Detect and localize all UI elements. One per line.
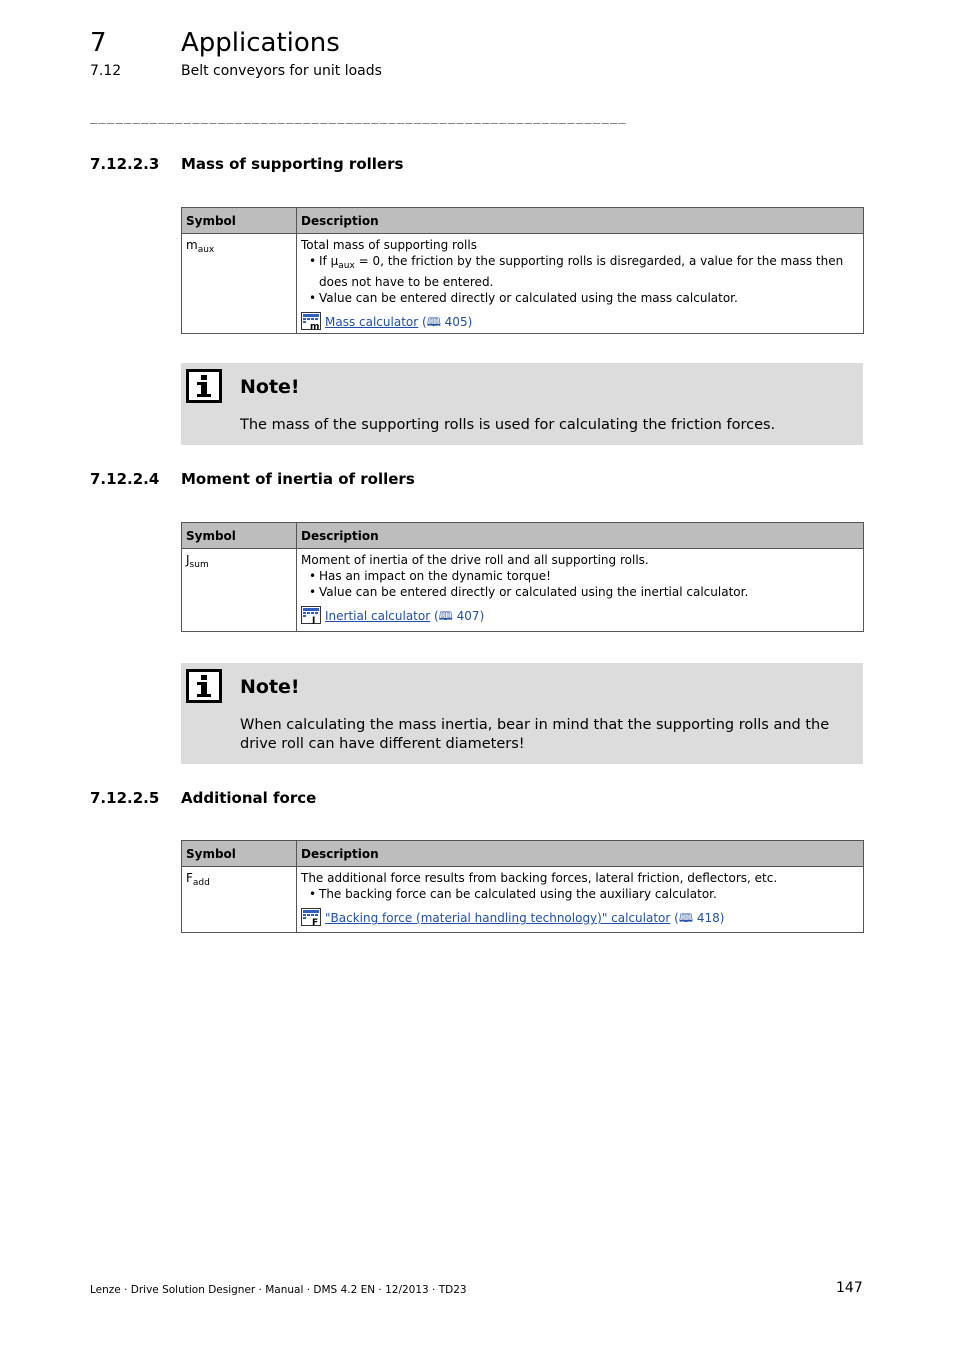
header-rule: _______________________________________________________________ — [90, 110, 628, 124]
note-box — [181, 363, 863, 445]
symbol-subscript: sum — [189, 560, 209, 570]
column-header-description: Description — [297, 523, 864, 549]
svg-text:m: m — [310, 322, 320, 330]
bullet-item: • Has an impact on the dynamic torque! — [319, 568, 859, 584]
column-header-symbol: Symbol — [182, 208, 297, 234]
symbol-subscript: aux — [197, 245, 215, 255]
description-intro: Total mass of supporting rolls — [301, 238, 477, 252]
link-line: F "Backing force (material handling technology)" calculator (🕮 418) — [301, 908, 859, 926]
parameter-table — [181, 522, 864, 632]
subsection-title: Mass of supporting rollers — [181, 155, 404, 173]
book-icon: 🕮 — [438, 609, 453, 623]
svg-text:F: F — [312, 918, 319, 926]
symbol-cell — [182, 549, 297, 632]
section-title: Belt conveyors for unit loads — [181, 63, 382, 79]
info-icon — [186, 369, 222, 403]
mass-calculator-icon — [301, 312, 321, 330]
bullet-item: • Value can be entered directly or calculated using the inertial calculator. — [319, 584, 859, 600]
subsection-number: 7.12.2.5 — [90, 789, 160, 807]
symbol-cell — [182, 867, 297, 933]
book-icon: 🕮 — [426, 315, 441, 329]
column-header-symbol: Symbol — [182, 523, 297, 549]
bullet-item: • Value can be entered directly or calculated using the mass calculator. — [319, 290, 859, 306]
description-cell — [297, 234, 864, 334]
force-calculator-icon — [301, 908, 321, 926]
footer-text: Lenze · Drive Solution Designer · Manual · DMS 4.2 EN · 12/2013 · TD23 — [90, 1284, 467, 1296]
symbol-cell — [182, 234, 297, 334]
subsection-number: 7.12.2.4 — [90, 470, 160, 488]
link-line: J Inertial calculator (🕮 407) — [301, 606, 859, 624]
inertial-calculator-link[interactable]: Inertial calculator — [325, 609, 431, 623]
description-cell — [297, 549, 864, 632]
column-header-symbol: Symbol — [182, 841, 297, 867]
bullet-item: • If $\mu_{aux} = 0$, the friction by the supporting rolls is disregarded, a value for the mass then does not have to be entered. — [319, 253, 859, 290]
symbol-base: m — [186, 238, 198, 252]
symbol-base: F — [186, 871, 193, 885]
inertia-calculator-icon — [301, 606, 321, 624]
page-number: 147 — [836, 1280, 863, 1296]
book-icon: 🕮 — [678, 911, 693, 925]
link-line: m Mass calculator (🕮 405) — [301, 312, 859, 330]
subsection-title: Additional force — [181, 789, 317, 807]
note-text: The mass of the supporting rolls is used for calculating the friction forces. — [240, 417, 776, 433]
info-icon — [186, 669, 222, 703]
backing-force-calculator-link[interactable]: "Backing force (material handling technology)" calculator — [325, 911, 671, 925]
section-number: 7.12 — [90, 63, 122, 79]
description-intro: The additional force results from backing forces, lateral friction, deflectors, etc. — [301, 871, 778, 885]
note-box — [181, 663, 863, 764]
description-intro: Moment of inertia of the drive roll and all supporting rolls. — [301, 553, 649, 567]
parameter-table — [181, 207, 864, 334]
svg-text:J: J — [312, 616, 316, 624]
note-title: Note! — [240, 376, 300, 398]
column-header-description: Description — [297, 841, 864, 867]
symbol-subscript: add — [192, 878, 210, 888]
symbol-base: J — [186, 553, 190, 567]
column-header-description: Description — [297, 208, 864, 234]
bullet-item: • The backing force can be calculated using the auxiliary calculator. — [319, 886, 859, 902]
page-reference: 405 — [444, 315, 468, 329]
page-reference: 418 — [696, 911, 720, 925]
description-cell — [297, 867, 864, 933]
subsection-number: 7.12.2.3 — [90, 155, 160, 173]
note-text: When calculating the mass inertia, bear in mind that the supporting rolls and the drive roll can have different diameters! — [240, 717, 830, 752]
page-reference: 407 — [456, 609, 480, 623]
chapter-number: 7 — [90, 28, 107, 58]
subsection-title: Moment of inertia of rollers — [181, 470, 415, 488]
mass-calculator-link[interactable]: Mass calculator — [325, 315, 419, 329]
parameter-table — [181, 840, 864, 933]
chapter-title: Applications — [181, 28, 340, 58]
note-title: Note! — [240, 676, 300, 698]
